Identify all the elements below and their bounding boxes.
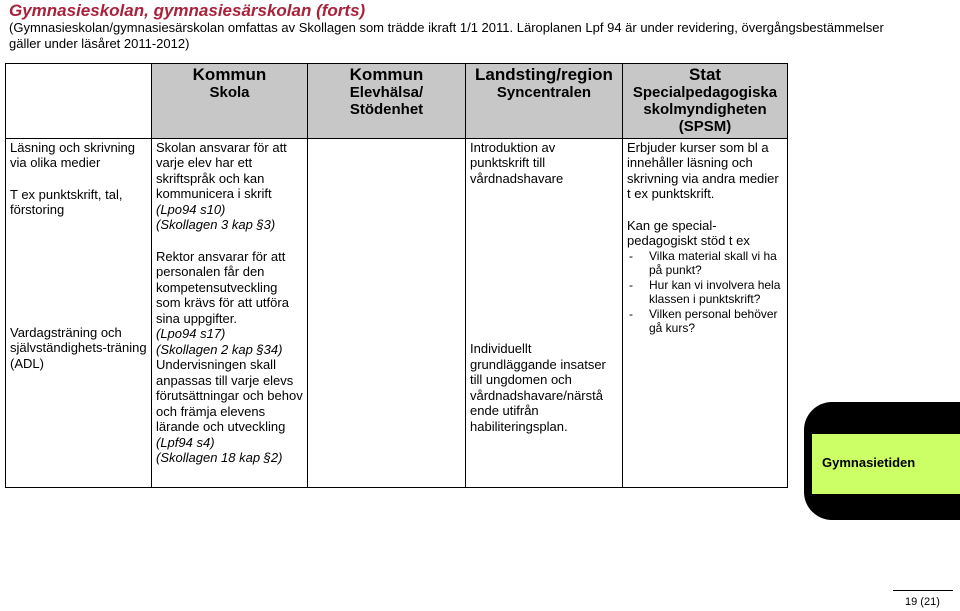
row-labels: [6, 138, 152, 487]
col-subheader-syncentralen: Syncentralen: [466, 84, 623, 138]
cell-syncentralen: [466, 138, 623, 487]
skola-ref-skollagen-3: (Skollagen 3 kap §3): [156, 217, 276, 232]
badge-label: Gymnasietiden: [822, 455, 916, 470]
skola-ref-lpf94-s4: (Lpf94 s4): [156, 434, 215, 450]
skola-ref-skollagen-18: (Skollagen 18 kap §2): [156, 450, 283, 465]
spsm-question-list: [627, 249, 783, 336]
list-item: - Hur kan vi involvera hela klassen i punktskrift?: [627, 278, 783, 307]
skola-paragraph-3: Undervisningen skall anpassas till varje elevs förutsättningar och behov och främja elevens lärande och utveckling: [156, 357, 303, 434]
spsm-paragraph-2: Kan ge special-pedagogiskt stöd t ex: [627, 217, 750, 248]
skola-ref-lpo94-s10: (Lpo94 s10): [156, 201, 226, 217]
syn-individuellt: Individuellt grundläggande insatser till ungdomen och vårdnadshavare/närstå ende utifrån habiliteringsplan.: [470, 341, 606, 434]
col-subheader-elevhalsa: Elevhälsa/ Stödenhet: [308, 84, 466, 138]
footer-divider: [893, 590, 953, 591]
list-item: - Vilken personal behöver gå kurs?: [627, 307, 783, 336]
col-subheader-spsm: Specialpedagogiska skolmyndigheten (SPSM): [623, 84, 788, 138]
col-header-landsting: Landsting/region: [466, 64, 623, 85]
skola-paragraph-2: Rektor ansvarar för att personalen får den kompetensutveckling som krävs för att utföra sina uppgifter.: [156, 248, 289, 326]
skola-ref-skollagen-2: (Skollagen 2 kap §34): [156, 341, 283, 357]
responsibility-table: [5, 63, 788, 488]
list-item: - Vilka material skall vi ha på punkt?: [627, 249, 783, 278]
page-number: 19 (21): [905, 596, 940, 608]
row-label-lasning-detail: T ex punktskrift, tal, förstoring: [10, 186, 123, 217]
row-label-lasning: Läsning och skrivning via olika medier: [10, 139, 136, 170]
cell-skola: [152, 138, 308, 487]
col-header-kommun-1: Kommun: [152, 64, 308, 85]
page-title: Gymnasieskolan, gymnasiesärskolan (forts): [9, 1, 366, 20]
skola-paragraph-1: Skolan ansvarar för att varje elev har ett skriftspråk och kan kommunicera i skrift: [156, 139, 287, 201]
row-label-vardagstraning: Vardagsträning och självständighets-träning (ADL): [10, 324, 147, 371]
page-subtitle: (Gymnasieskolan/gymnasiesärskolan omfattas av Skollagen som trädde ikraft 1/1 2011. Läroplanen Lpf 94 är under revidering, övergångsbestämmelser gäller under läsåret 2011-2012): [9, 20, 884, 51]
col-header-stat: Stat: [623, 64, 788, 85]
cell-elevhalsa: [308, 138, 466, 487]
table-corner: [6, 64, 152, 139]
spsm-paragraph-1: Erbjuder kurser som bl a innehåller läsning och skrivning via andra medier t ex punktskrift.: [627, 139, 779, 201]
col-header-kommun-2: Kommun: [308, 64, 466, 85]
cell-spsm: [623, 138, 788, 487]
syn-introduktion: Introduktion av punktskrift till vårdnadshavare: [470, 139, 564, 186]
col-subheader-skola: Skola: [152, 84, 308, 138]
skola-ref-lpo94-s17: (Lpo94 s17): [156, 326, 226, 341]
